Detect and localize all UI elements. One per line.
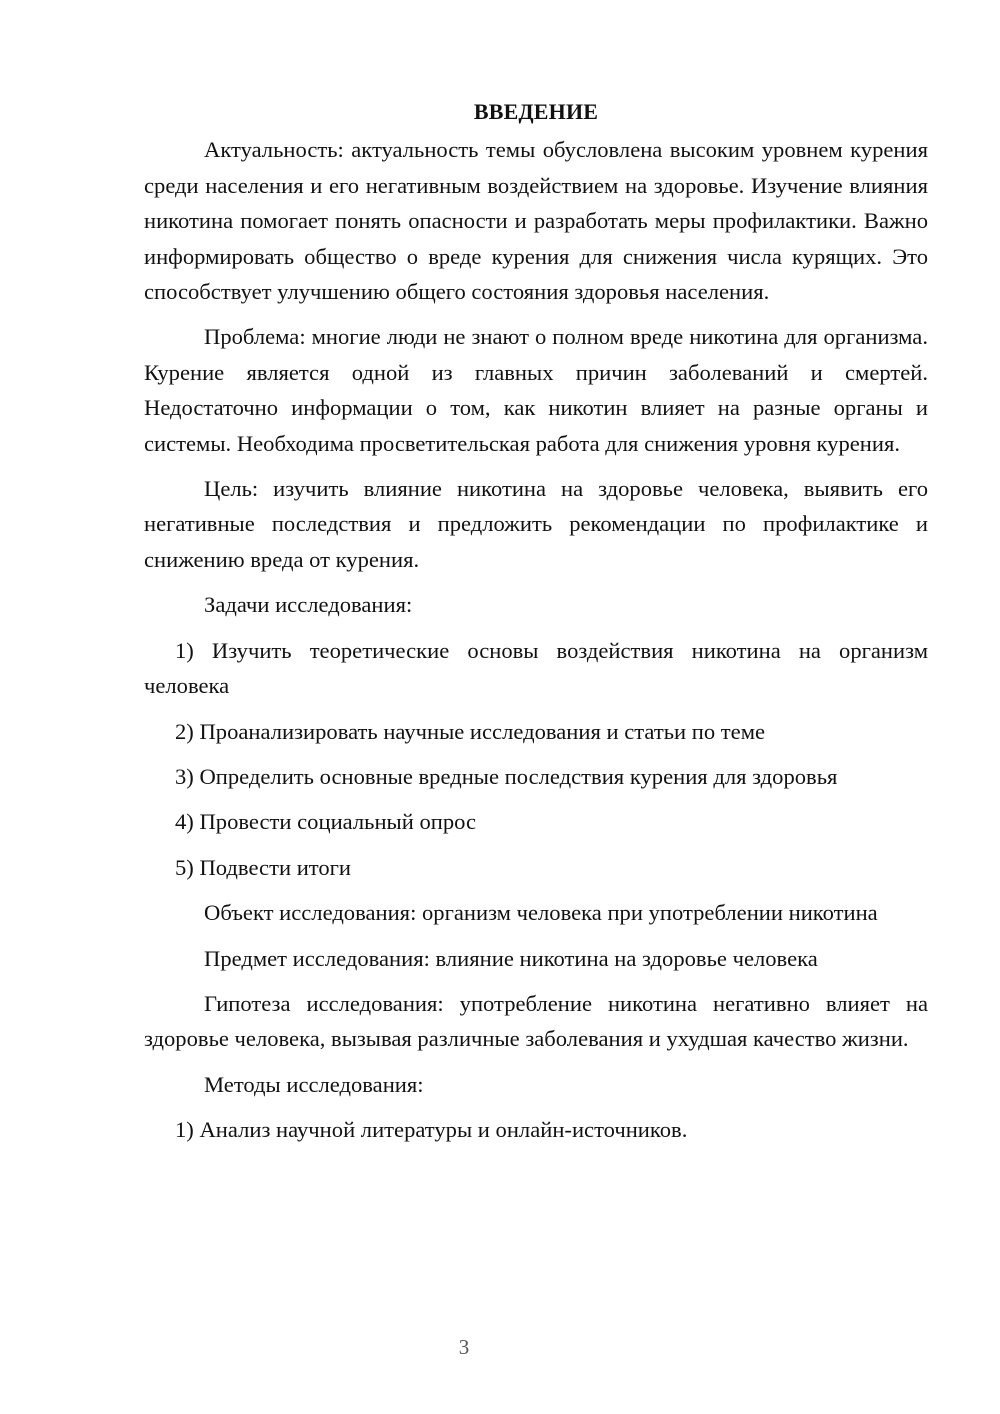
methods-heading: Методы исследования: [204, 1071, 424, 1097]
research-subject-paragraph: Предмет исследования: влияние никотина на здоровье человека [204, 945, 818, 971]
task-item-4: 4) Провести социальный опрос [175, 809, 477, 835]
task-item-5: 5) Подвести итоги [175, 854, 352, 880]
document-body [144, 94, 928, 1158]
research-object-paragraph: Объект исследования: организм человека при употреблении никотина [204, 900, 878, 926]
tasks-heading: Задачи исследования: [204, 592, 413, 618]
goal-paragraph: Цель: изучить влияние никотина на здоровье человека, выявить его негативные последствия и предложить рекомендации по профилактике и снижению вреда от курения. [144, 476, 928, 572]
method-item-1: 1) Анализ научной литературы и онлайн-источников. [175, 1117, 688, 1143]
task-item-1: 1) Изучить теоретические основы воздействия никотина на организм человека [144, 637, 928, 699]
page-number: 3 [458, 1335, 470, 1359]
relevance-paragraph: Актуальность: актуальность темы обусловлена высоким уровнем курения среди населения и его негативным воздействием на здоровье. Изучение влияния никотина помогает понять опасности и разработать меры профилактики. Важно информировать общество о вреде курения для снижения числа курящих. Это способствует улучшению общего состояния здоровья населения. [144, 137, 928, 305]
page-title: ВВЕДЕНИЕ [473, 99, 599, 124]
problem-paragraph: Проблема: многие люди не знают о полном вреде никотина для организма. Курение является одной из главных причин заболеваний и смертей. Недостаточно информации о том, как никотин влияет на разные органы и системы. Необходима просветительская работа для снижения уровня курения. [144, 324, 928, 456]
task-item-3: 3) Определить основные вредные последствия курения для здоровья [175, 763, 838, 789]
hypothesis-paragraph: Гипотеза исследования: употребление никотина негативно влияет на здоровье человека, вызывая различные заболевания и ухудшая качество жизни. [144, 990, 928, 1052]
task-item-2: 2) Проанализировать научные исследования и статьи по теме [175, 718, 766, 744]
